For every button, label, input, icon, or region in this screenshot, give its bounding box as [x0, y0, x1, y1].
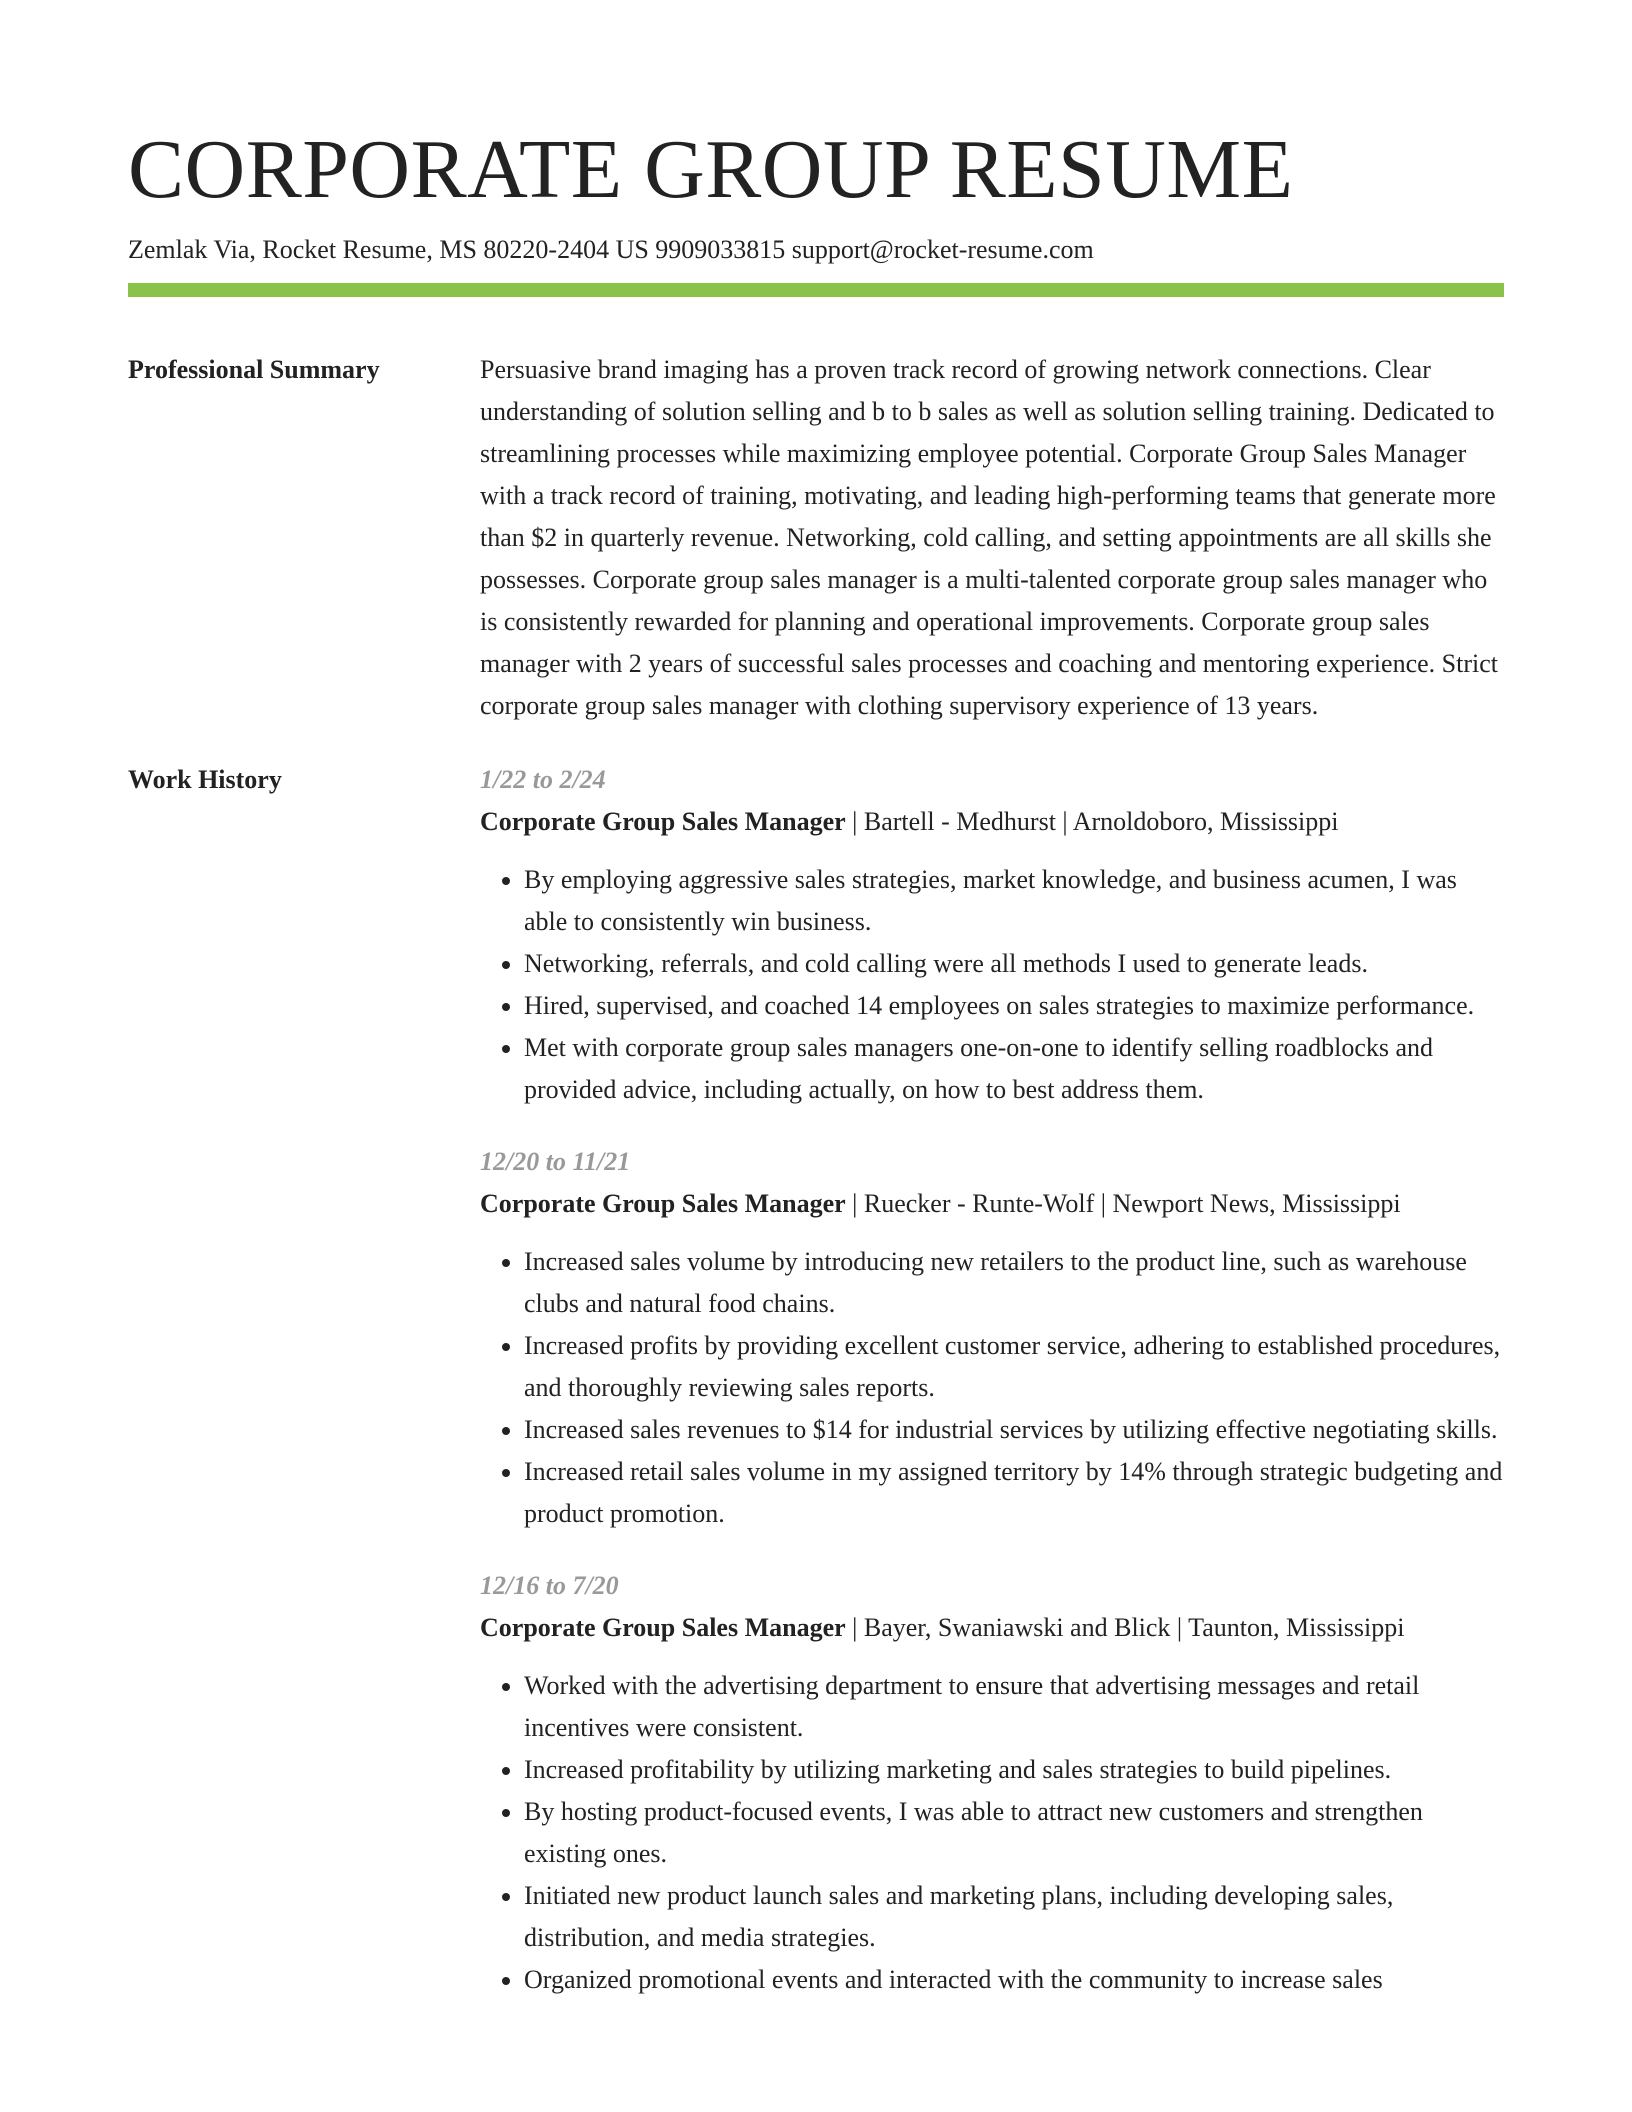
professional-summary-section: [128, 349, 1504, 727]
job-bullet: • Initiated new product launch sales and marketing plans, including developing sales, distribution, and media strategies.: [524, 1875, 1504, 1959]
job-entry: [480, 1565, 1504, 2001]
job-bullets: [480, 1241, 1504, 1535]
job-bullet: • Worked with the advertising department to ensure that advertising messages and retail incentives were consistent.: [524, 1665, 1504, 1749]
section-label-work: Work History: [128, 765, 282, 794]
job-dates: 12/20 to 11/21: [480, 1147, 631, 1176]
resume-title: CORPORATE GROUP RESUME: [128, 123, 1294, 216]
job-bullet: • Increased retail sales volume in my assigned territory by 14% through strategic budgeting and product promotion.: [524, 1451, 1504, 1535]
contact-info: Zemlak Via, Rocket Resume, MS 80220-2404 US 9909033815 support@rocket-resume.com: [128, 235, 1094, 264]
job-entry: [480, 1141, 1504, 1535]
job-bullets: [480, 859, 1504, 1111]
header-divider: [128, 283, 1504, 297]
section-label-summary: Professional Summary: [128, 355, 380, 384]
job-title: Corporate Group Sales Manager: [480, 807, 846, 836]
job-bullet: • By hosting product-focused events, I was able to attract new customers and strengthen existing ones.: [524, 1791, 1504, 1875]
work-history-body: [480, 759, 1504, 2031]
summary-body: [480, 349, 1504, 727]
job-bullet: • Increased sales volume by introducing new retailers to the product line, such as warehouse clubs and natural food chains.: [524, 1241, 1504, 1325]
job-bullet: • Met with corporate group sales managers one-on-one to identify selling roadblocks and provided advice, including actually, on how to best address them.: [524, 1027, 1504, 1111]
job-dates: 1/22 to 2/24: [480, 765, 606, 794]
work-history-section: [128, 759, 1504, 2031]
job-bullet: • Networking, referrals, and cold calling were all methods I used to generate leads.: [524, 943, 1504, 985]
job-heading: [480, 801, 1504, 843]
job-bullet: • Increased profitability by utilizing marketing and sales strategies to build pipelines.: [524, 1749, 1504, 1791]
job-title: Corporate Group Sales Manager: [480, 1189, 846, 1218]
summary-text: Persuasive brand imaging has a proven track record of growing network connections. Clear understanding of solution selling and b to b sales as well as solution selling training. Dedicated to streamlining processes while maximizing employee potential. Corporate Group Sales Manager with a track record of training, motivating, and leading high-performing teams that generate more than $2 in quarterly revenue. Networking, cold calling, and setting appointments are all skills she possesses. Corporate group sales manager is a multi-talented corporate group sales manager who is consistently rewarded for planning and operational improvements. Corporate group sales manager with 2 years of successful sales processes and coaching and mentoring experience. Strict corporate group sales manager with clothing supervisory experience of 13 years.: [480, 355, 1498, 720]
job-employer-location: | Bartell - Medhurst | Arnoldoboro, Mississippi: [845, 807, 1339, 836]
job-entry: [480, 759, 1504, 1111]
job-bullets: [480, 1665, 1504, 2001]
resume-page: [128, 120, 1504, 2031]
job-heading: [480, 1183, 1504, 1225]
job-bullet: • Hired, supervised, and coached 14 employees on sales strategies to maximize performance.: [524, 985, 1504, 1027]
job-dates: 12/16 to 7/20: [480, 1571, 619, 1600]
job-bullet: • Increased profits by providing excellent customer service, adhering to established procedures, and thoroughly reviewing sales reports.: [524, 1325, 1504, 1409]
job-bullet: • By employing aggressive sales strategies, market knowledge, and business acumen, I was able to consistently win business.: [524, 859, 1504, 943]
job-bullet: • Increased sales revenues to $14 for industrial services by utilizing effective negotiating skills.: [524, 1409, 1504, 1451]
job-employer-location: | Ruecker - Runte-Wolf | Newport News, Mississippi: [845, 1189, 1401, 1218]
job-title: Corporate Group Sales Manager: [480, 1613, 846, 1642]
job-heading: [480, 1607, 1504, 1649]
job-employer-location: | Bayer, Swaniawski and Blick | Taunton, Mississippi: [845, 1613, 1405, 1642]
job-bullet: • Organized promotional events and interacted with the community to increase sales: [524, 1959, 1504, 2001]
